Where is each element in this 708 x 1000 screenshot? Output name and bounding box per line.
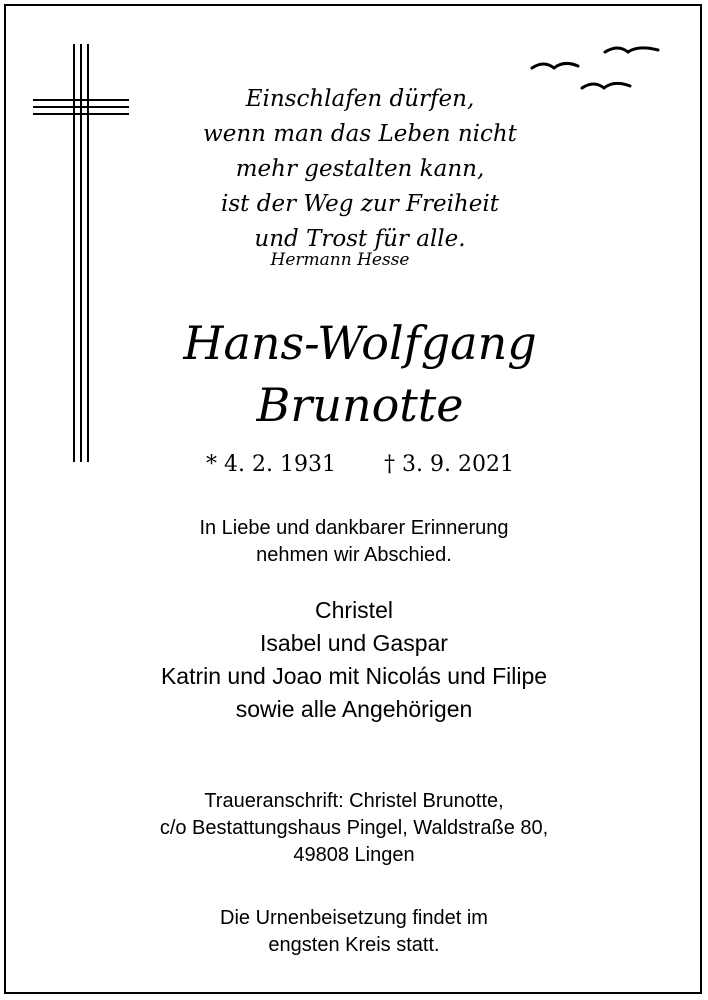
poem-line: wenn man das Leben nicht	[203, 121, 517, 147]
birth-date: * 4. 2. 1931	[206, 452, 336, 477]
deceased-name	[120, 312, 600, 436]
address-line: c/o Bestattungshaus Pingel, Waldstraße 80,	[159, 817, 549, 839]
mourner: sowie alle Angehörigen	[235, 696, 473, 722]
death-date: † 3. 9. 2021	[384, 452, 514, 477]
poem-line: mehr gestalten kann,	[235, 156, 485, 182]
mourner: Isabel und Gaspar	[260, 630, 448, 656]
cross-icon	[33, 44, 129, 462]
mourner: Katrin und Joao mit Nicolás und Filipe	[160, 663, 548, 689]
farewell-text	[60, 515, 648, 569]
poem-line: ist der Weg zur Freiheit	[221, 191, 499, 217]
address-line: Traueranschrift: Christel Brunotte,	[204, 790, 504, 812]
mourning-address	[60, 788, 648, 869]
poem-author: Hermann Hesse	[270, 250, 410, 270]
burial-line: engsten Kreis statt.	[268, 934, 440, 956]
mourner: Christel	[315, 597, 393, 623]
mourners-list	[60, 594, 648, 726]
first-name: Hans-Wolfgang	[183, 316, 537, 370]
poem-line: und Trost für alle.	[254, 226, 466, 252]
burial-line: Die Urnenbeisetzung findet im	[220, 907, 488, 929]
life-dates	[150, 452, 570, 477]
farewell-line: In Liebe und dankbarer Erinnerung	[199, 517, 509, 539]
address-line: 49808 Lingen	[293, 844, 415, 866]
burial-note	[60, 905, 648, 959]
poem	[140, 82, 580, 257]
last-name: Brunotte	[256, 378, 464, 432]
poem-line: Einschlafen dürfen,	[245, 86, 475, 112]
farewell-line: nehmen wir Abschied.	[256, 544, 452, 566]
